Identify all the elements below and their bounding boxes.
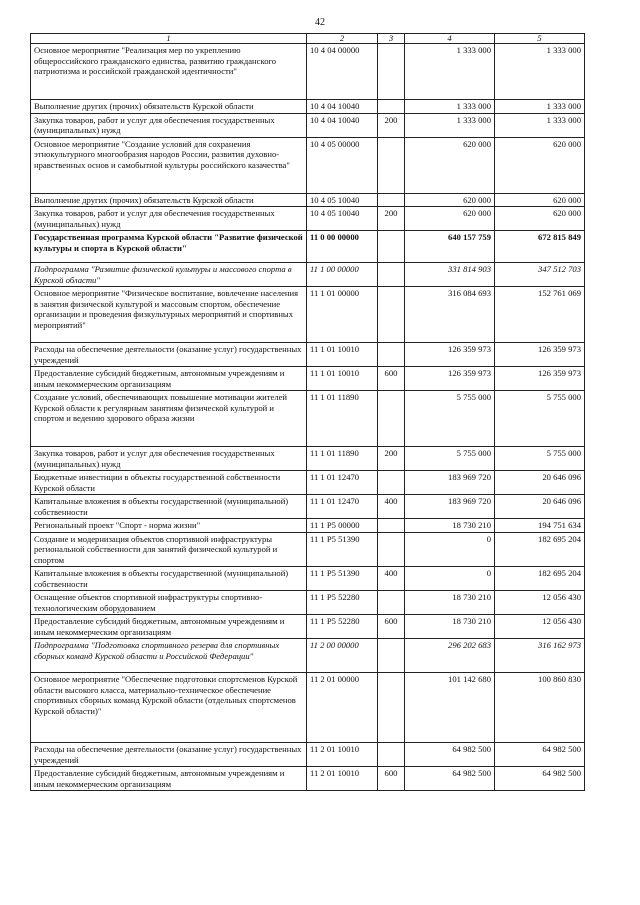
- table-row: [31, 137, 585, 193]
- row-value-2: 12 056 430: [495, 591, 585, 615]
- row-code: 11 1 01 11890: [307, 391, 378, 447]
- row-type: 600: [378, 615, 405, 639]
- table-row: [31, 100, 585, 114]
- table-row: [31, 367, 585, 391]
- row-name: Подпрограмма "Подготовка спортивного резерва для спортивных сборных команд Курской области и Российской Федерации": [31, 639, 307, 673]
- row-value-1: 1 333 000: [405, 100, 495, 114]
- row-value-1: 18 730 210: [405, 615, 495, 639]
- row-value-2: 194 751 634: [495, 519, 585, 533]
- row-name: Закупка товаров, работ и услуг для обеспечения государственных (муниципальных) нужд: [31, 207, 307, 231]
- row-name: Выполнение других (прочих) обязательств Курской области: [31, 193, 307, 207]
- header-cell-3: 3: [378, 34, 405, 44]
- table-row: [31, 263, 585, 287]
- header-cell-4: 4: [405, 34, 495, 44]
- row-code: 11 1 01 11890: [307, 447, 378, 471]
- row-name: Государственная программа Курской области "Развитие физической культуры и спорта в Курской области": [31, 231, 307, 263]
- row-name: Предоставление субсидий бюджетным, автономным учреждениям и иным некоммерческим организациям: [31, 367, 307, 391]
- row-value-2: 347 512 703: [495, 263, 585, 287]
- table-row: [31, 44, 585, 100]
- row-value-2: 64 982 500: [495, 767, 585, 791]
- row-type: 200: [378, 207, 405, 231]
- row-type: [378, 287, 405, 343]
- row-name: Создание условий, обеспечивающих повышение мотивации жителей Курской области к регулярным занятиям физической культурой и спортом и ведению здорового образа жизни: [31, 391, 307, 447]
- row-name: Расходы на обеспечение деятельности (оказание услуг) государственных учреждений: [31, 743, 307, 767]
- row-name: Капитальные вложения в объекты государственной (муниципальной) собственности: [31, 495, 307, 519]
- row-code: 10 4 05 00000: [307, 137, 378, 193]
- row-value-1: 1 333 000: [405, 44, 495, 100]
- row-code: 11 2 00 00000: [307, 639, 378, 673]
- row-value-1: 640 157 759: [405, 231, 495, 263]
- row-type: [378, 44, 405, 100]
- row-code: 11 1 P5 51390: [307, 567, 378, 591]
- row-value-2: 20 646 096: [495, 495, 585, 519]
- row-code: 11 1 P5 52280: [307, 591, 378, 615]
- row-code: 11 1 P5 00000: [307, 519, 378, 533]
- row-value-1: 0: [405, 532, 495, 567]
- table-row: [31, 519, 585, 533]
- row-type: 600: [378, 767, 405, 791]
- table-row: [31, 567, 585, 591]
- row-name: Региональный проект "Спорт - норма жизни": [31, 519, 307, 533]
- header-row: [31, 34, 585, 44]
- row-type: [378, 532, 405, 567]
- row-value-2: 182 695 204: [495, 532, 585, 567]
- row-code: 10 4 04 10040: [307, 113, 378, 137]
- table-row: [31, 343, 585, 367]
- row-type: [378, 639, 405, 673]
- row-name: Расходы на обеспечение деятельности (оказание услуг) государственных учреждений: [31, 343, 307, 367]
- table-row: [31, 495, 585, 519]
- row-value-2: 100 860 830: [495, 673, 585, 743]
- row-value-1: 296 202 683: [405, 639, 495, 673]
- row-name: Закупка товаров, работ и услуг для обеспечения государственных (муниципальных) нужд: [31, 113, 307, 137]
- row-type: 400: [378, 567, 405, 591]
- row-code: 11 2 01 10010: [307, 743, 378, 767]
- row-type: 400: [378, 495, 405, 519]
- row-value-1: 5 755 000: [405, 391, 495, 447]
- row-value-2: 5 755 000: [495, 391, 585, 447]
- row-type: [378, 471, 405, 495]
- row-value-2: 672 815 849: [495, 231, 585, 263]
- row-type: [378, 137, 405, 193]
- row-value-2: 152 761 069: [495, 287, 585, 343]
- row-code: 11 2 01 10010: [307, 767, 378, 791]
- row-value-1: 183 969 720: [405, 495, 495, 519]
- row-code: 10 4 04 00000: [307, 44, 378, 100]
- row-value-1: 331 814 903: [405, 263, 495, 287]
- row-value-1: 101 142 680: [405, 673, 495, 743]
- row-code: 11 0 00 00000: [307, 231, 378, 263]
- row-code: 11 2 01 00000: [307, 673, 378, 743]
- row-type: 200: [378, 447, 405, 471]
- row-value-2: 12 056 430: [495, 615, 585, 639]
- row-name: Основное мероприятие "Обеспечение подготовки спортсменов Курской области высокого класса, материально-техническое обеспечение спортивных сборных команд Курской области (отдельных спортсменов Курской области)": [31, 673, 307, 743]
- row-value-2: 316 162 973: [495, 639, 585, 673]
- row-code: 10 4 05 10040: [307, 207, 378, 231]
- row-code: 11 1 P5 51390: [307, 532, 378, 567]
- row-value-2: 1 333 000: [495, 44, 585, 100]
- table-row: [31, 615, 585, 639]
- row-type: 600: [378, 367, 405, 391]
- row-name: Бюджетные инвестиции в объекты государственной собственности Курской области: [31, 471, 307, 495]
- row-name: Основное мероприятие "Реализация мер по укреплению общероссийского гражданского единства, развитию гражданского патриотизма и российской гражданской идентичности": [31, 44, 307, 100]
- row-code: 11 1 01 10010: [307, 343, 378, 367]
- row-code: 11 1 01 12470: [307, 471, 378, 495]
- row-name: Подпрограмма "Развитие физической культуры и массового спорта в Курской области": [31, 263, 307, 287]
- table-row: [31, 391, 585, 447]
- header-cell-2: 2: [307, 34, 378, 44]
- row-type: [378, 391, 405, 447]
- row-value-2: 620 000: [495, 207, 585, 231]
- row-type: [378, 263, 405, 287]
- row-value-2: 20 646 096: [495, 471, 585, 495]
- table-row: [31, 287, 585, 343]
- row-value-1: 620 000: [405, 137, 495, 193]
- row-name: Предоставление субсидий бюджетным, автономным учреждениям и иным некоммерческим организациям: [31, 615, 307, 639]
- header-cell-5: 5: [495, 34, 585, 44]
- header-cell-1: 1: [31, 34, 307, 44]
- row-value-2: 620 000: [495, 193, 585, 207]
- row-value-1: 316 084 693: [405, 287, 495, 343]
- row-value-2: 126 359 973: [495, 343, 585, 367]
- row-code: 11 1 00 00000: [307, 263, 378, 287]
- row-name: Закупка товаров, работ и услуг для обеспечения государственных (муниципальных) нужд: [31, 447, 307, 471]
- row-value-2: 5 755 000: [495, 447, 585, 471]
- row-code: 11 1 P5 52280: [307, 615, 378, 639]
- table-row: [31, 673, 585, 743]
- row-value-1: 126 359 973: [405, 343, 495, 367]
- row-name: Предоставление субсидий бюджетным, автономным учреждениям и иным некоммерческим организациям: [31, 767, 307, 791]
- table-row: [31, 231, 585, 263]
- row-name: Оснащение объектов спортивной инфраструктуры спортивно-технологическим оборудованием: [31, 591, 307, 615]
- row-value-2: 126 359 973: [495, 367, 585, 391]
- row-value-2: 64 982 500: [495, 743, 585, 767]
- table-row: [31, 193, 585, 207]
- row-name: Создание и модернизация объектов спортивной инфраструктуры региональной собственности для занятий физической культурой и спортом: [31, 532, 307, 567]
- row-type: [378, 519, 405, 533]
- row-name: Основное мероприятие "Создание условий для сохранения этнокультурного многообразия народов России, развития духовно-нравственных основ и самобытной культуры российского казачества": [31, 137, 307, 193]
- row-type: [378, 231, 405, 263]
- row-name: Выполнение других (прочих) обязательств Курской области: [31, 100, 307, 114]
- table-row: [31, 767, 585, 791]
- row-value-2: 182 695 204: [495, 567, 585, 591]
- row-type: [378, 743, 405, 767]
- table-row: [31, 591, 585, 615]
- row-name: Основное мероприятие "Физическое воспитание, вовлечение населения в занятия физической культурой и массовым спортом, обеспечение организации и проведения физкультурных мероприятий и спортивных мероприятий": [31, 287, 307, 343]
- row-code: 11 1 01 00000: [307, 287, 378, 343]
- row-type: 200: [378, 113, 405, 137]
- row-type: [378, 591, 405, 615]
- table-row: [31, 743, 585, 767]
- table-row: [31, 207, 585, 231]
- row-type: [378, 100, 405, 114]
- page-number: 42: [315, 17, 325, 28]
- row-value-1: 620 000: [405, 193, 495, 207]
- row-value-1: 5 755 000: [405, 447, 495, 471]
- table-row: [31, 471, 585, 495]
- table-row: [31, 532, 585, 567]
- row-type: [378, 673, 405, 743]
- row-value-1: 18 730 210: [405, 591, 495, 615]
- row-value-1: 64 982 500: [405, 767, 495, 791]
- table-row: [31, 113, 585, 137]
- table-row: [31, 639, 585, 673]
- table-row: [31, 447, 585, 471]
- row-code: 11 1 01 12470: [307, 495, 378, 519]
- row-value-1: 126 359 973: [405, 367, 495, 391]
- row-name: Капитальные вложения в объекты государственной (муниципальной) собственности: [31, 567, 307, 591]
- row-value-1: 183 969 720: [405, 471, 495, 495]
- row-value-2: 1 333 000: [495, 100, 585, 114]
- row-value-2: 620 000: [495, 137, 585, 193]
- row-value-1: 18 730 210: [405, 519, 495, 533]
- row-type: [378, 343, 405, 367]
- row-type: [378, 193, 405, 207]
- row-value-1: 0: [405, 567, 495, 591]
- row-value-1: 1 333 000: [405, 113, 495, 137]
- row-value-2: 1 333 000: [495, 113, 585, 137]
- row-code: 11 1 01 10010: [307, 367, 378, 391]
- budget-table: [30, 33, 585, 791]
- row-value-1: 64 982 500: [405, 743, 495, 767]
- row-value-1: 620 000: [405, 207, 495, 231]
- row-code: 10 4 05 10040: [307, 193, 378, 207]
- row-code: 10 4 04 10040: [307, 100, 378, 114]
